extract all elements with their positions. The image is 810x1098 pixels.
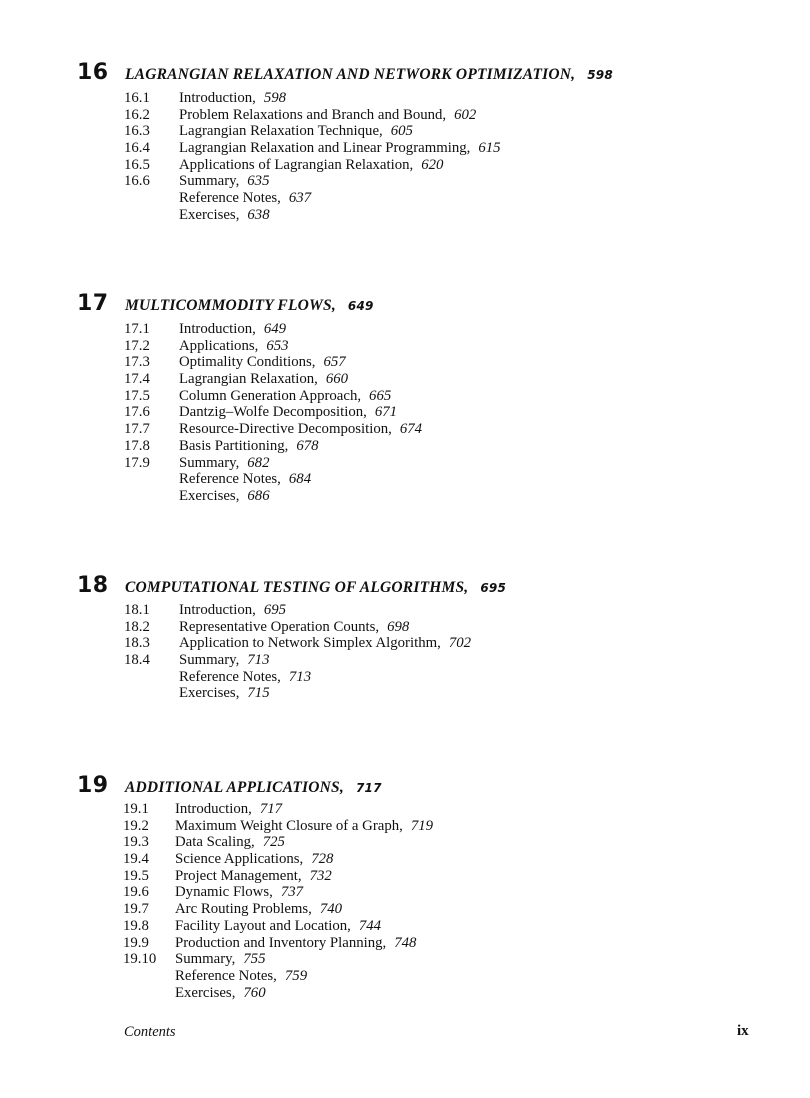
chapter-title[interactable] (125, 66, 613, 84)
section-page: 671 (374, 404, 398, 421)
section-number: 19.2 (123, 817, 149, 834)
section-title: Exercises, (179, 685, 240, 702)
section-page: 713 (288, 668, 312, 685)
section-number (124, 488, 179, 505)
toc-entry[interactable] (124, 488, 422, 505)
chapter-heading (77, 774, 777, 804)
section-number: 19.10 (123, 951, 157, 968)
section-title: Production and Inventory Planning, (175, 934, 387, 951)
toc-entry[interactable] (123, 884, 433, 901)
toc-entry[interactable] (123, 951, 433, 968)
section-page: 674 (399, 421, 423, 438)
toc-entry[interactable] (124, 173, 501, 190)
section-page: 744 (358, 917, 382, 934)
section-title: Summary, (179, 454, 240, 471)
section-title: Representative Operation Counts, (179, 618, 380, 635)
chapter-title[interactable] (125, 579, 506, 597)
section-number (123, 968, 175, 985)
section-title: Maximum Weight Closure of a Graph, (175, 817, 403, 834)
toc-entry[interactable] (124, 90, 501, 107)
section-title: Lagrangian Relaxation and Linear Programming, (179, 140, 471, 157)
section-page: 660 (325, 371, 349, 388)
chapter-heading (77, 292, 777, 322)
section-number: 17.5 (124, 387, 150, 404)
section-title: Reference Notes, (179, 471, 281, 488)
section-title: Arc Routing Problems, (175, 901, 312, 918)
toc-entry[interactable] (123, 834, 433, 851)
section-title: Introduction, (175, 801, 252, 817)
section-page: 698 (387, 618, 410, 635)
section-title: Summary, (175, 951, 236, 968)
section-number: 19.5 (123, 867, 149, 884)
section-page: 759 (284, 967, 308, 984)
section-list (124, 602, 471, 702)
toc-entry[interactable] (124, 421, 422, 438)
section-title: Lagrangian Relaxation, (179, 371, 318, 388)
section-title: Exercises, (175, 984, 236, 1001)
section-number (124, 685, 179, 702)
section-page: 728 (311, 851, 334, 868)
section-page: 635 (247, 173, 270, 190)
section-number: 17.6 (124, 404, 150, 421)
section-page: 682 (247, 454, 270, 471)
section-number (124, 669, 179, 686)
section-title: Introduction, (179, 602, 256, 618)
toc-entry[interactable] (124, 602, 471, 619)
section-page: 713 (247, 652, 270, 669)
toc-entry[interactable] (124, 157, 501, 174)
toc-entry[interactable] (123, 818, 433, 835)
chapter-18 (77, 573, 777, 702)
section-number: 17.1 (124, 321, 150, 337)
toc-entry[interactable] (124, 190, 501, 207)
section-page: 620 (421, 156, 444, 173)
toc-entry[interactable] (124, 371, 422, 388)
section-page: 737 (280, 884, 304, 901)
section-title: Basis Partitioning, (179, 437, 289, 454)
section-number: 19.3 (123, 834, 149, 851)
chapter-19 (77, 773, 777, 1001)
section-page: 695 (263, 602, 287, 618)
section-page: 602 (454, 106, 477, 123)
section-list (123, 801, 433, 1001)
chapter-17 (77, 291, 777, 504)
section-title: Problem Relaxations and Branch and Bound, (179, 106, 447, 123)
section-page: 686 (247, 487, 270, 504)
section-title: Summary, (179, 173, 240, 190)
section-number: 17.9 (124, 454, 150, 471)
toc-entry[interactable] (124, 354, 422, 371)
toc-entry[interactable] (124, 140, 501, 157)
section-page: 702 (448, 635, 472, 652)
toc-entry[interactable] (124, 619, 471, 636)
section-number: 18.3 (124, 635, 150, 652)
section-number: 16.6 (124, 173, 150, 190)
section-page: 615 (478, 140, 501, 157)
section-title: Introduction, (179, 321, 256, 337)
section-title: Application to Network Simplex Algorithm, (179, 635, 441, 652)
section-list (124, 321, 422, 505)
section-title: Introduction, (179, 90, 256, 106)
section-title: Optimality Conditions, (179, 354, 316, 371)
section-title: Exercises, (179, 206, 240, 223)
toc-entry[interactable] (124, 338, 422, 355)
toc-entry[interactable] (124, 652, 471, 669)
section-title: Dynamic Flows, (175, 884, 273, 901)
section-title: Applications, (179, 337, 259, 354)
chapter-title-text: MULTICOMMODITY FLOWS, (125, 297, 336, 314)
section-page: 657 (323, 354, 346, 371)
section-number: 17.3 (124, 354, 150, 371)
toc-entry[interactable] (124, 388, 422, 405)
section-number: 16.2 (124, 106, 150, 123)
toc-entry[interactable] (124, 321, 422, 338)
section-title: Facility Layout and Location, (175, 917, 351, 934)
section-number: 19.8 (123, 917, 149, 934)
section-title: Reference Notes, (175, 967, 277, 984)
section-page: 638 (247, 206, 270, 223)
section-number: 19.1 (123, 801, 149, 817)
chapter-16 (77, 60, 777, 223)
section-page: 637 (288, 190, 312, 207)
toc-entry[interactable] (123, 851, 433, 868)
toc-entry[interactable] (124, 471, 422, 488)
section-page: 678 (296, 437, 319, 454)
chapter-title[interactable] (125, 297, 374, 315)
section-page: 725 (262, 834, 285, 851)
section-number (124, 471, 179, 488)
section-title: Reference Notes, (179, 190, 281, 207)
section-number: 16.1 (124, 90, 150, 106)
section-title: Exercises, (179, 487, 240, 504)
toc-entry[interactable] (124, 107, 501, 124)
toc-entry[interactable] (123, 968, 433, 985)
section-page: 684 (288, 471, 312, 488)
section-page: 740 (319, 901, 343, 918)
section-number: 17.4 (124, 371, 150, 388)
section-page: 748 (394, 934, 417, 951)
section-title: Reference Notes, (179, 668, 281, 685)
toc-entry[interactable] (123, 901, 433, 918)
section-page: 717 (259, 801, 283, 817)
chapter-title-text: ADDITIONAL APPLICATIONS, (125, 779, 344, 796)
chapter-number: 19 (77, 773, 109, 798)
toc-entry[interactable] (124, 123, 501, 140)
section-title: Data Scaling, (175, 834, 255, 851)
section-page: 760 (243, 984, 266, 1001)
section-page: 605 (390, 123, 413, 140)
chapter-heading (77, 61, 777, 91)
section-title: Lagrangian Relaxation Technique, (179, 123, 383, 140)
chapter-number: 16 (77, 60, 109, 85)
chapter-page: 649 (347, 299, 374, 313)
toc-entry[interactable] (123, 868, 433, 885)
toc-entry[interactable] (124, 685, 471, 702)
section-number: 19.6 (123, 884, 149, 901)
section-number: 19.9 (123, 934, 149, 951)
page-number: ix (737, 1023, 749, 1039)
section-number (124, 190, 179, 207)
chapter-page: 695 (480, 581, 507, 595)
section-number: 17.8 (124, 437, 150, 454)
section-number: 17.7 (124, 421, 150, 438)
toc-entry[interactable] (124, 207, 501, 224)
section-number: 16.5 (124, 156, 150, 173)
section-page: 665 (369, 387, 392, 404)
section-page: 649 (263, 321, 287, 337)
section-title: Dantzig–Wolfe Decomposition, (179, 404, 367, 421)
section-number: 17.2 (124, 337, 150, 354)
section-number: 16.4 (124, 140, 150, 157)
section-title: Science Applications, (175, 851, 304, 868)
chapter-number: 18 (77, 573, 109, 598)
chapter-title[interactable] (125, 779, 382, 797)
section-number: 18.4 (124, 652, 150, 669)
section-page: 653 (266, 337, 289, 354)
toc-entry[interactable] (123, 985, 433, 1002)
section-number: 19.4 (123, 851, 149, 868)
chapter-title-text: COMPUTATIONAL TESTING OF ALGORITHMS, (125, 579, 469, 596)
section-number (124, 207, 179, 224)
section-title: Column Generation Approach, (179, 387, 362, 404)
section-number: 18.2 (124, 618, 150, 635)
section-page: 719 (410, 817, 434, 834)
section-number: 18.1 (124, 602, 150, 618)
chapter-title-text: LAGRANGIAN RELAXATION AND NETWORK OPTIMIZATION, (125, 66, 576, 83)
section-number: 16.3 (124, 123, 150, 140)
chapter-number: 17 (77, 291, 109, 316)
toc-entry[interactable] (124, 438, 422, 455)
section-number (123, 985, 175, 1002)
section-page: 732 (309, 867, 332, 884)
section-title: Applications of Lagrangian Relaxation, (179, 156, 414, 173)
section-page: 755 (243, 951, 266, 968)
section-page: 598 (263, 90, 287, 106)
chapter-page: 717 (355, 781, 382, 795)
toc-entry[interactable] (124, 404, 422, 421)
toc-entry[interactable] (124, 669, 471, 686)
toc-entry[interactable] (124, 635, 471, 652)
section-page: 715 (247, 685, 270, 702)
toc-entry[interactable] (123, 801, 433, 818)
toc-entry[interactable] (124, 455, 422, 472)
section-title: Summary, (179, 652, 240, 669)
toc-entry[interactable] (123, 935, 433, 952)
chapter-page: 598 (587, 68, 613, 82)
section-title: Project Management, (175, 867, 302, 884)
section-number: 19.7 (123, 901, 149, 918)
running-footer-title: Contents (124, 1024, 176, 1040)
toc-entry[interactable] (123, 918, 433, 935)
chapter-heading (77, 574, 777, 604)
section-list (124, 90, 501, 224)
section-title: Resource-Directive Decomposition, (179, 421, 392, 438)
